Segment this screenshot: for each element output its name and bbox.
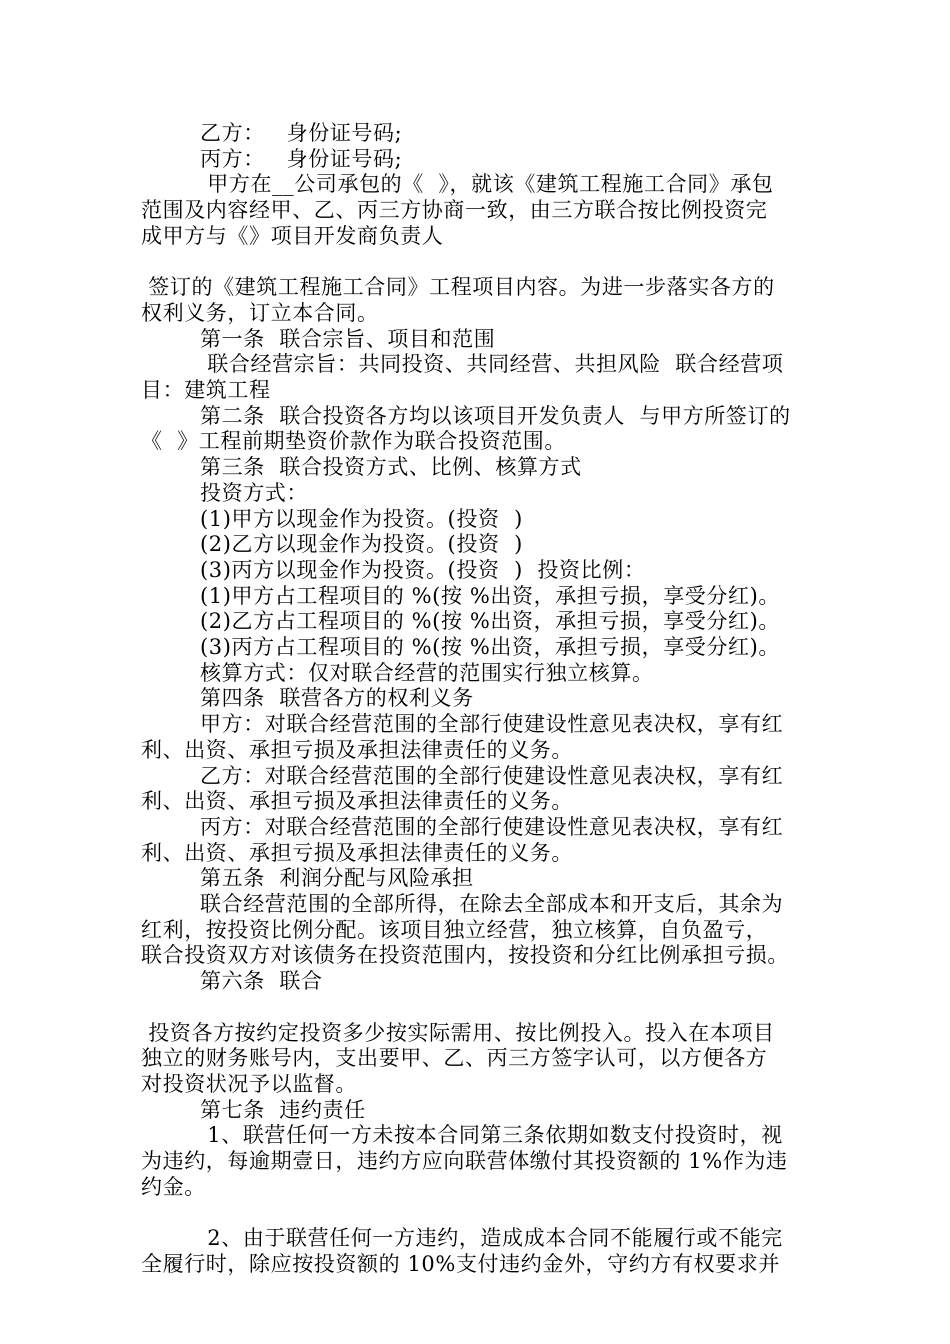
document-line: (2)乙方以现金作为投资。(投资 ) [200, 532, 523, 557]
document-line: 联合经营宗旨：共同投资、共同经营、共担风险 联合经营项 [200, 352, 784, 377]
document-line: 核算方式：仅对联合经营的范围实行独立核算。 [200, 660, 654, 685]
document-line: 乙方：对联合经营范围的全部行使建设性意见表决权，享有红 [200, 763, 784, 788]
document-line: 红利，按投资比例分配。该项目独立经营，独立核算，自负盈亏， [141, 917, 768, 942]
document-line: 2、由于联营任何一方违约，造成成本合同不能履行或不能完 [200, 1226, 783, 1251]
document-line: 签订的《建筑工程施工合同》工程项目内容。为进一步落实各方的 [141, 275, 775, 300]
document-line: 第一条 联合宗旨、项目和范围 [200, 326, 496, 351]
document-line: 第二条 联合投资各方均以该项目开发负责人 与甲方所签订的 [200, 403, 791, 428]
document-line: 丙方：对联合经营范围的全部行使建设性意见表决权，享有红 [200, 814, 784, 839]
document-line: 甲方：对联合经营范围的全部行使建设性意见表决权，享有红 [200, 712, 784, 737]
document-line: 第四条 联营各方的权利义务 [200, 686, 474, 711]
document-line: (3)丙方以现金作为投资。(投资 ) 投资比例： [200, 557, 646, 582]
document-line: 利、出资、承担亏损及承担法律责任的义务。 [141, 737, 573, 762]
document-line: 第七条 违约责任 [200, 1097, 366, 1122]
document-line: 1、联营任何一方未按本合同第三条依期如数支付投资时，视 [200, 1123, 783, 1148]
document-line: 乙方： 身份证号码; [200, 121, 403, 145]
document-line: 约金。 [141, 1174, 206, 1199]
document-line: 对投资状况予以监督。 [141, 1071, 357, 1096]
document-line: 为违约，每逾期壹日，违约方应向联营体缴付其投资额的 1%作为违 [141, 1149, 788, 1173]
document-line: 投资各方按约定投资多少按实际需用、按比例投入。投入在本项目 [141, 1020, 775, 1045]
document-line: 联合经营范围的全部所得，在除去全部成本和开支后，其余为 [200, 892, 784, 916]
document-line: 第三条 联合投资方式、比例、核算方式 [200, 455, 582, 480]
document-line: 甲方在__公司承包的《 》，就该《建筑工程施工合同》承包 [200, 172, 774, 197]
document-line: 《 》工程前期垫资价款作为联合投资范围。 [141, 429, 566, 454]
document-line: 第五条 利润分配与风险承担 [200, 866, 474, 891]
document-line: (3)丙方占工程项目的 %(按 %出资，承担亏损，享受分红)。 [200, 635, 780, 659]
document-line: 全履行时，除应按投资额的 10%支付违约金外，守约方有权要求并 [141, 1251, 780, 1276]
document-line: 利、出资、承担亏损及承担法律责任的义务。 [141, 789, 573, 814]
document-line: 第六条 联合 [200, 969, 323, 994]
document-line: (2)乙方占工程项目的 %(按 %出资，承担亏损，享受分红)。 [200, 609, 780, 634]
document-line: 范围及内容经甲、乙、丙三方协商一致，由三方联合按比例投资完 [141, 198, 768, 223]
document-line: 投资方式： [200, 480, 308, 505]
document-line: 权利义务，订立本合同。 [141, 300, 379, 325]
document-line: (1)甲方占工程项目的 %(按 %出资，承担亏损，享受分红)。 [200, 583, 780, 608]
document-line: 成甲方与《》项目开发商负责人 [141, 223, 444, 248]
document-line: 利、出资、承担亏损及承担法律责任的义务。 [141, 840, 573, 865]
document-line: 目：建筑工程 [141, 378, 271, 402]
document-line: 丙方： 身份证号码; [200, 146, 403, 171]
document-line: (1)甲方以现金作为投资。(投资 ) [200, 506, 523, 531]
document-line: 联合投资双方对该债务在投资范围内，按投资和分红比例承担亏损。 [141, 943, 789, 968]
document-line: 独立的财务账号内，支出要甲、乙、丙三方签字认可，以方便各方 [141, 1046, 768, 1071]
